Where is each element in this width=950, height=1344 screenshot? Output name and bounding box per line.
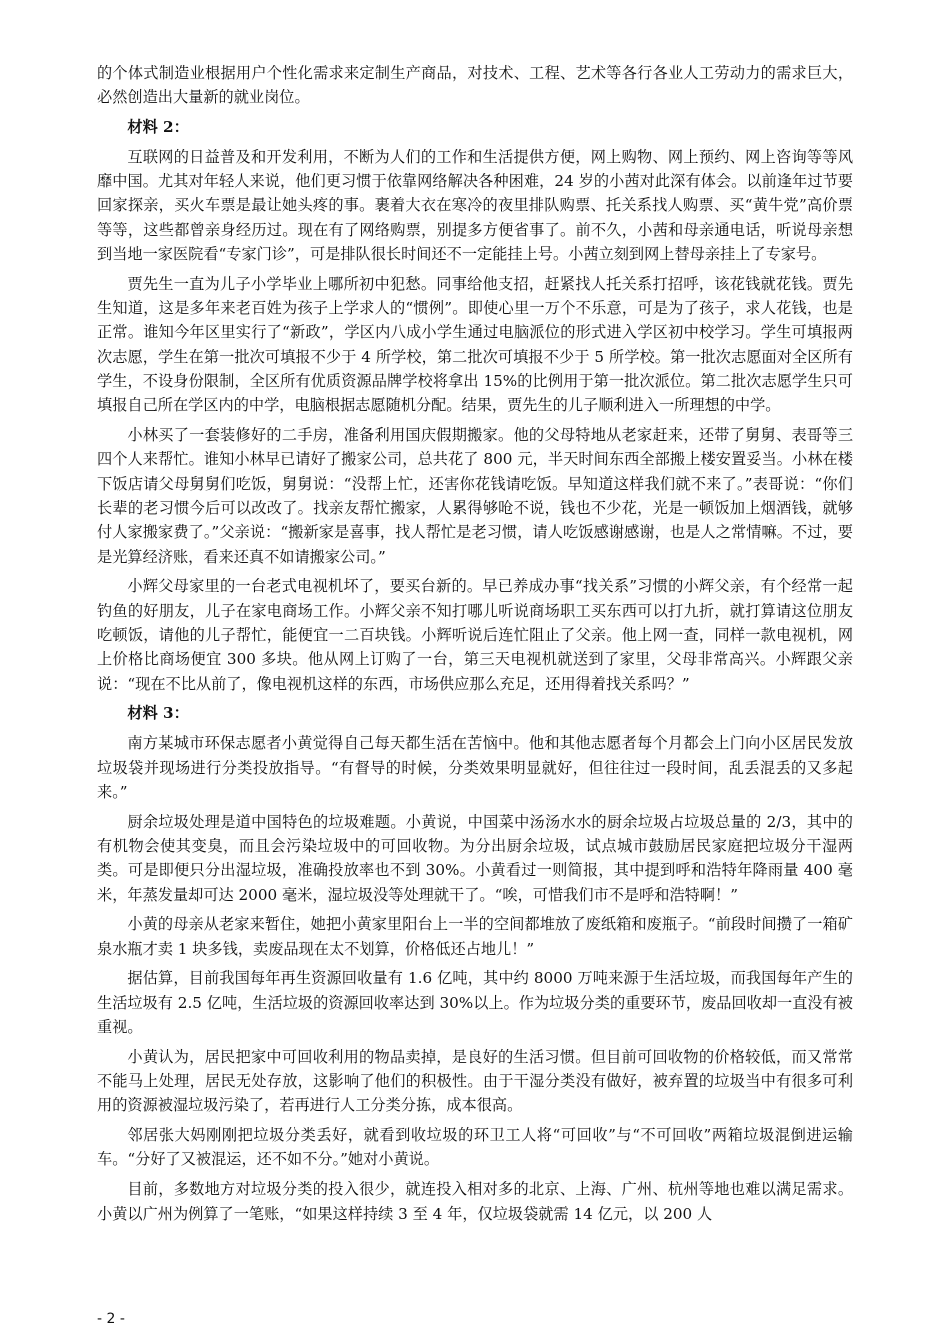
body-paragraph: 南方某城市环保志愿者小黄觉得自己每天都生活在苦恼中。他和其他志愿者每个月都会上门向小区居民发放垃圾袋并现场进行分类投放指导。“有督导的时候，分类效果明显就好，但往往过一段时间，乱丢混丢的又多起来。” [97, 734, 853, 801]
body-paragraph: 贾先生一直为儿子小学毕业上哪所初中犯愁。同事给他支招，赶紧找人托关系打招呼，该花钱就花钱。贾先生知道，这是多年来老百姓为孩子上学求人的“惯例”。即使心里一万个不乐意，可是为了孩子，求人花钱，也是正常。谁知今年区里实行了“新政”，学区内八成小学生通过电脑派位的形式进入学区初中校学习。学生可填报两次志愿，学生在第一批次可填报不少于 4 所学校，第二批次可填报不少于 5 所学校。第一批次志愿面对全区所有学生，不设身份限制，全区所有优质资源品牌学校将拿出 15%的比例用于第一批次派位。第二批次志愿学生只可填报自己所在学区内的中学，电脑根据志愿随机分配。结果，贾先生的儿子顺利进入一所理想的中学。 [97, 274, 853, 415]
document-body [97, 61, 853, 1231]
page-number: - 2 - [97, 1311, 125, 1327]
body-paragraph: 小黄的母亲从老家来暂住，她把小黄家里阳台上一半的空间都堆放了废纸箱和废瓶子。“前段时间攒了一箱矿泉水瓶才卖 1 块多钱，卖废品现在太不划算，价格低还占地儿！” [97, 915, 853, 958]
body-paragraph: 邻居张大妈刚刚把垃圾分类丢好，就看到收垃圾的环卫工人将“可回收”与“不可回收”两箱垃圾混倒进运输车。“分好了又被混运，还不如不分。”她对小黄说。 [97, 1126, 853, 1169]
body-paragraph: 小黄认为，居民把家中可回收利用的物品卖掉，是良好的生活习惯。但目前可回收物的价格较低，而又常常不能马上处理，居民无处存放，这影响了他们的积极性。由于干湿分类没有做好，被弃置的垃圾当中有很多可利用的资源被湿垃圾污染了，若再进行人工分类分拣，成本很高。 [97, 1047, 853, 1115]
body-paragraph: 小辉父母家里的一台老式电视机坏了，要买台新的。早已养成办事“找关系”习惯的小辉父亲，有个经常一起钓鱼的好朋友，儿子在家电商场工作。小辉父亲不知打哪儿听说商场职工买东西可以打九折，就打算请这位朋友吃顿饭，请他的儿子帮忙，能便宜一二百块钱。小辉听说后连忙阻止了父亲。他上网一查，同样一款电视机，网上价格比商场便宜 300 多块。他从网上订购了一台，第三天电视机就送到了家里，父母非常高兴。小辉跟父亲说：“现在不比从前了，像电视机这样的东西，市场供应那么充足，还用得着找关系吗？” [97, 577, 853, 693]
body-paragraph: 的个体式制造业根据用户个性化需求来定制生产商品，对技术、工程、艺术等各行各业人工劳动力的需求巨大，必然创造出大量新的就业岗位。 [97, 64, 853, 107]
body-paragraph: 厨余垃圾处理是道中国特色的垃圾难题。小黄说，中国菜中汤汤水水的厨余垃圾占垃圾总量的 2/3，其中的有机物会使其变臭，而且会污染垃圾中的可回收物。为分出厨余垃圾，试点城市鼓励居民家庭把垃圾分干湿两类。可是即便只分出湿垃圾，准确投放率也不到 30%。小黄看过一则简报，其中提到呼和浩特年降雨量 400 毫米，年蒸发量却可达 2000 毫米，湿垃圾没等处理就干了。“唉，可惜我们市不是呼和浩特啊！” [97, 812, 853, 904]
body-paragraph: 小林买了一套装修好的二手房，准备利用国庆假期搬家。他的父母特地从老家赶来，还带了舅舅、表哥等三四个人来帮忙。谁知小林早已请好了搬家公司，总共花了 800 元，半天时间东西全部搬上楼安置妥当。小林在楼下饭店请父母舅舅们吃饭，舅舅说：“没帮上忙，还害你花钱请吃饭。早知道这样我们就不来了。”表哥说：“你们长辈的老习惯今后可以改改了。找亲友帮忙搬家，人累得够呛不说，钱也不少花，光是一顿饭加上烟酒钱，就够付人家搬家费了。”父亲说：“搬新家是喜事，找人帮忙是老习惯，请人吃饭感谢感谢，也是人之常情嘛。不过，要是光算经济账，看来还真不如请搬家公司。” [97, 426, 853, 566]
body-paragraph: 目前，多数地方对垃圾分类的投入很少，就连投入相对多的北京、上海、广州、杭州等地也难以满足需求。小黄以广州为例算了一笔账，“如果这样持续 3 至 4 年，仅垃圾袋就需 14 亿元，以 200 人 [97, 1180, 853, 1223]
body-paragraph: 据估算，目前我国每年再生资源回收量有 1.6 亿吨，其中约 8000 万吨来源于生活垃圾，而我国每年产生的生活垃圾有 2.5 亿吨，生活垃圾的资源回收率达到 30%以上。作为垃圾分类的重要环节，废品回收却一直没有被重视。 [97, 969, 853, 1036]
section-heading: 材料 3： [127, 704, 189, 723]
section-heading: 材料 2： [127, 118, 189, 137]
body-paragraph: 互联网的日益普及和开发利用，不断为人们的工作和生活提供方便，网上购物、网上预约、网上咨询等等风靡中国。尤其对年轻人来说，他们更习惯于依靠网络解决各种困难，24 岁的小茜对此深有体会。以前逢年过节要回家探亲，买火车票是最让她头疼的事。裹着大衣在寒冷的夜里排队购票、托关系找人购票、买“黄牛党”高价票等等，这些都曾亲身经历过。现在有了网络购票，别提多方便省事了。前不久，小茜和母亲通电话，听说母亲想到当地一家医院看“专家门诊”，可是排队很长时间还不一定能挂上号。小茜立刻到网上替母亲挂上了专家号。 [97, 147, 853, 264]
